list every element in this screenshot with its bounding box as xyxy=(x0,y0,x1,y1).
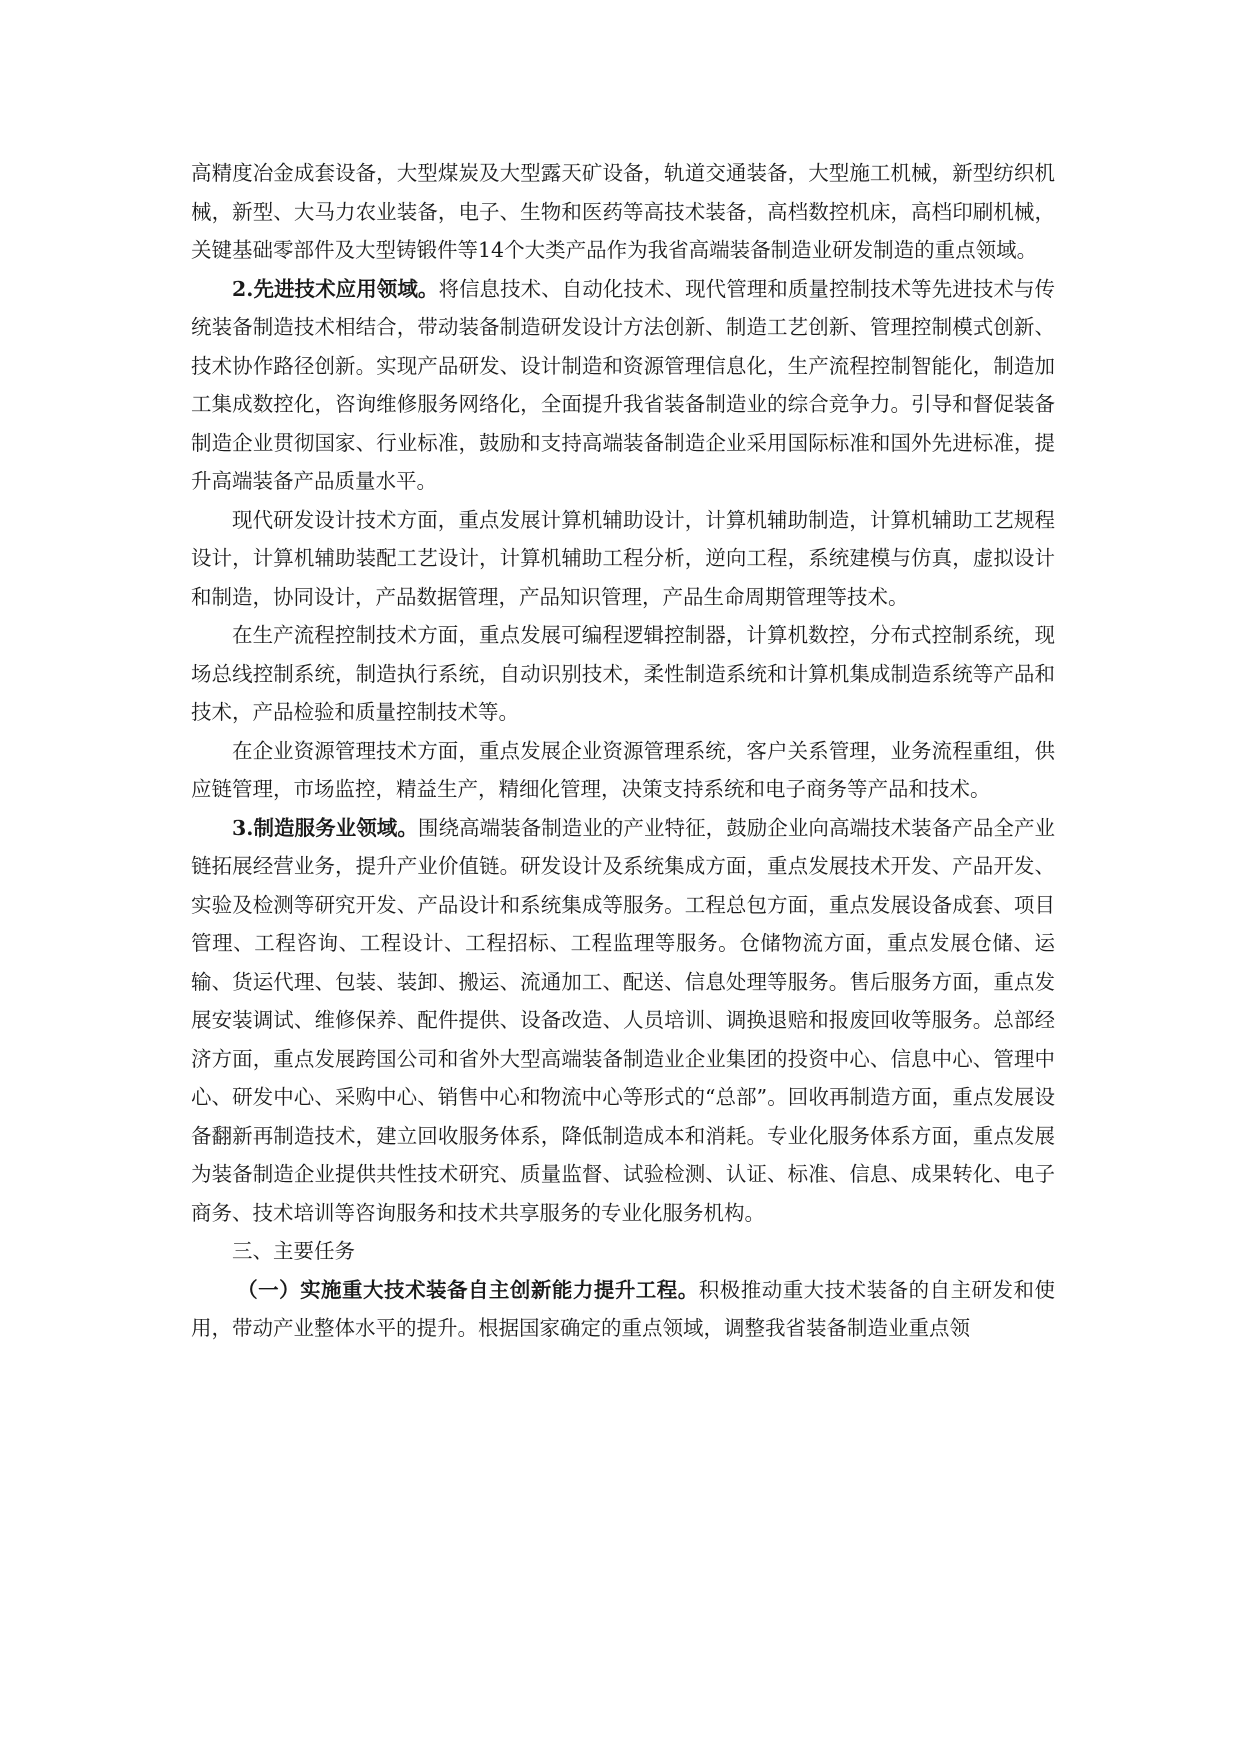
paragraph-text: 积极推动重大技术装备的自主研发和使用，带动产业整体水平的提升。根据国家确定的重点领域，调整我省装备制造业重点领 xyxy=(191,1277,1056,1340)
paragraph-text: 将信息技术、自动化技术、现代管理和质量控制技术等先进技术与传统装备制造技术相结合，带动装备制造研发设计方法创新、制造工艺创新、管理控制模式创新、技术协作路径创新。实现产品研发、设计制造和资源管理信息化，生产流程控制智能化，制造加工集成数控化，咨询维修服务网络化，全面提升我省装备制造业的综合竞争力。引导和督促装备制造企业贯彻国家、行业标准，鼓励和支持高端装备制造企业采用国际标准和国外先进标准，提升高端装备产品质量水平。 xyxy=(191,276,1055,493)
paragraph-text: 现代研发设计技术方面，重点发展计算机辅助设计，计算机辅助制造，计算机辅助工艺规程设计，计算机辅助装配工艺设计，计算机辅助工程分析，逆向工程，系统建模与仿真，虚拟设计和制造，协同设计，产品数据管理，产品知识管理，产品生命周期管理等技术。 xyxy=(191,507,1055,609)
document-body xyxy=(191,154,1055,1348)
paragraph-resource-management-tech xyxy=(191,732,1055,809)
paragraph-text: 围绕高端装备制造业的产业特征，鼓励企业向高端技术装备产品全产业链拓展经营业务，提升产业价值链。研发设计及系统集成方面，重点发展技术开发、产品开发、实验及检测等研究开发、产品设计和系统集成等服务。工程总包方面，重点发展设备成套、项目管理、工程咨询、工程设计、工程招标、工程监理等服务。仓储物流方面，重点发展仓储、运输、货运代理、包装、装卸、搬运、流通加工、配送、信息处理等服务。售后服务方面，重点发展安装调试、维修保养、配件提供、设备改造、人员培训、调换退赔和报废回收等服务。总部经济方面，重点发展跨国公司和省外大型高端装备制造业企业集团的投资中心、信息中心、管理中心、研发中心、采购中心、销售中心和物流中心等形式的“总部”。回收再制造方面，重点发展设备翻新再制造技术，建立回收服务体系，降低制造成本和消耗。专业化服务体系方面，重点发展为装备制造企业提供共性技术研究、质量监督、试验检测、认证、标准、信息、成果转化、电子商务、技术培训等咨询服务和技术共享服务的专业化服务机构。 xyxy=(191,815,1055,1225)
paragraph-task-1 xyxy=(191,1271,1055,1348)
paragraph-lead-heading: 2.先进技术应用领域。 xyxy=(232,276,439,301)
paragraph-lead-heading: （一）实施重大技术装备自主创新能力提升工程。 xyxy=(237,1277,699,1302)
paragraph-rd-design-tech xyxy=(191,501,1055,617)
paragraph-manufacturing-services xyxy=(191,809,1055,1233)
paragraph-process-control-tech xyxy=(191,616,1055,732)
paragraph-text: 高精度冶金成套设备，大型煤炭及大型露天矿设备，轨道交通装备，大型施工机械，新型纺织机械，新型、大马力农业装备，电子、生物和医药等高技术装备，高档数控机床，高档印刷机械，关键基础零部件及大型铸锻件等14个大类产品作为我省高端装备制造业研发制造的重点领域。 xyxy=(191,161,1055,262)
section-heading-main-tasks: 三、主要任务 xyxy=(232,1239,355,1263)
paragraph-text: 在企业资源管理技术方面，重点发展企业资源管理系统，客户关系管理，业务流程重组，供应链管理，市场监控，精益生产，精细化管理，决策支持系统和电子商务等产品和技术。 xyxy=(191,738,1055,801)
paragraph-lead-heading: 3.制造服务业领域。 xyxy=(232,815,418,840)
paragraph-advanced-technology xyxy=(191,270,1055,501)
paragraph-text: 在生产流程控制技术方面，重点发展可编程逻辑控制器，计算机数控，分布式控制系统，现场总线控制系统，制造执行系统，自动识别技术，柔性制造系统和计算机集成制造系统等产品和技术，产品检验和质量控制技术等。 xyxy=(191,623,1055,724)
paragraph-key-products xyxy=(191,154,1055,270)
